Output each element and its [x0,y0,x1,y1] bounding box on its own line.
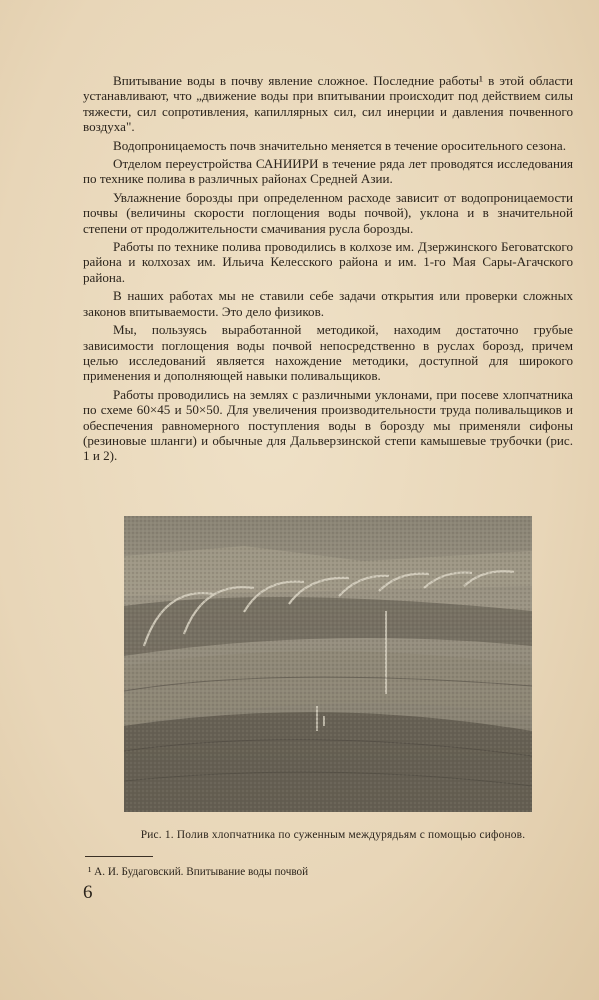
footnote-divider [85,856,153,857]
page-number: 6 [83,882,93,903]
paragraph: Работы проводились на землях с различными уклонами, при посеве хлопчатника по схеме 60×45 и 50×50. Для увеличения производительности труда поливальщиков и обеспечения равномерного поступления воды в борозду мы применяли сифоны (резиновые шланги) и обычные для Дальверзинской степи камышевые трубочки (рис. 1 и 2). [83,386,573,464]
paragraph: Впитывание воды в почву явление сложное. Последние работы¹ в этой области устанавливают, что „движение воды при впитывании происходит под действием силы тяжести, сил сопротивления, капиллярных сил, сил инерции и давления почвенного воздуха". [83,73,573,135]
figure-caption: Рис. 1. Полив хлопчатника по суженным междурядьям с помощью сифонов. [140,829,526,841]
paragraph: Водопроницаемость почв значительно меняется в течение оросительного сезона. [113,137,566,153]
paragraph: Отделом переустройства САНИИРИ в течение ряда лет проводятся исследования по технике полива в различных районах Средней Азии. [83,156,573,187]
paragraph: В наших работах мы не ставили себе задачи открытия или проверки сложных законов впитываемости. Это дело физиков. [83,288,573,319]
footnote: ¹ А. И. Будаговский. Впитывание воды почвой [88,866,309,878]
photo-illustration [124,516,532,812]
paragraph: Работы по технике полива проводились в колхозе им. Дзержинского Беговатского района и колхозах им. Ильича Келесского района и им. 1-го Мая Сары-Агачского района. [83,239,573,285]
paragraph: Мы, пользуясь выработанной методикой, находим достаточно грубые зависимости поглощения воды почвой непосредственно в руслах борозд, причем целью исследований является нахождение методики, доступной для широкого применения и дополняющей навыки поливальщиков. [83,322,573,384]
paragraph: Увлажнение борозды при определенном расходе зависит от водопроницаемости почвы (величины скорости поглощения воды почвой), уклона и в значительной степени от продолжительности смачивания русла борозды. [83,189,573,236]
field-irrigation-photo [124,516,532,812]
body-text [83,73,573,467]
